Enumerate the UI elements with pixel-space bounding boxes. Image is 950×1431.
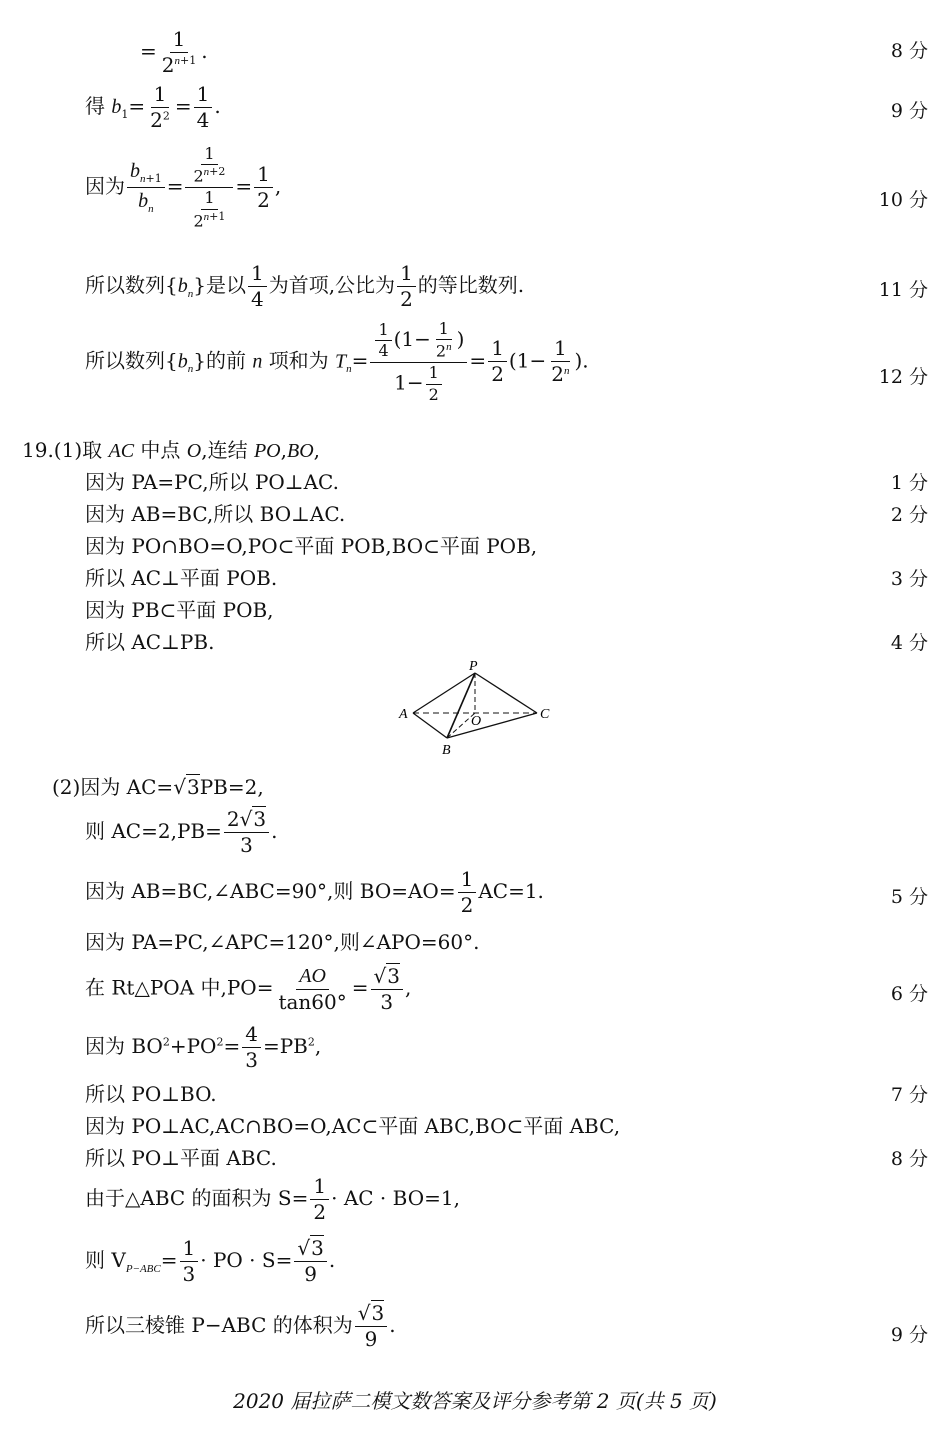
text-p2-6d: =PB [262, 1034, 308, 1058]
text-p2-5a: 在 Rt△POA 中,PO= [85, 975, 274, 1000]
q19-line-5: 所以 AC⊥平面 POB. [85, 566, 278, 590]
part2-line-1: (2)因为 AC=√3PB=2, [52, 775, 264, 799]
text-p2-10a: 由于△ABC 的面积为 S= [85, 1186, 309, 1210]
q19-line-2: 因为 PA=PC,所以 PO⊥AC. [85, 470, 339, 494]
score-label: 8 分 [890, 40, 928, 62]
text-lianjie: ,连结 [201, 438, 248, 462]
part2-line-10: 由于△ABC 的面积为 S= $\frac{1}{2}$ · AC · BO=1, [85, 1174, 460, 1224]
part2-line-5: 在 Rt△POA 中,PO= $\frac{AO}{\tan 60^\circ}$ = $\frac{√3}{3}$ , [85, 963, 412, 1014]
text-xianghe: 项和为 [268, 348, 329, 373]
equation-line-1: = $\frac{1}{2^{n+1}}$ . [140, 27, 208, 77]
score-label: 9 分 [890, 1324, 928, 1346]
vertex-label-b: B [442, 743, 451, 758]
score-label: 10 分 [878, 189, 928, 211]
text-shouxiang: 为首项,公比为 [268, 273, 396, 297]
text-zhongdian: 中点 [140, 438, 181, 462]
text-p2-11b: · PO · S= [200, 1248, 293, 1272]
part2-line-4: 因为 PA=PC,∠APC=120°,则∠APO=60°. [85, 930, 480, 954]
part2-line-2: 则 AC=2,PB= $\frac{2√3}{3}$ . [85, 807, 278, 857]
q19-line-7: 所以 AC⊥PB. [85, 630, 215, 654]
part2-line-9: 所以 PO⊥平面 ABC. [85, 1146, 277, 1170]
score-label: 1 分 [890, 472, 928, 494]
equation-line-4: 所以数列$\{b_n\}$是以 $\frac{1}{4}$ 为首项,公比为 $\frac{1}{2}$ 的等比数列. [85, 261, 525, 311]
equation-line-5: 所以数列$\{b_n\}$的前 n 项和为 $T_n=$ $\frac{1}{4}$ (1− $\frac{1}{2^n}$ ) 1− $\frac{1}{2}$ = $\frac{1}{2}$ (1− $\frac{1}{2^n}$ ). [85, 319, 589, 404]
text-de: 得 [85, 94, 105, 118]
vertex-label-p: P [469, 659, 478, 674]
text-p2-1b: PB=2, [199, 775, 264, 799]
text-p2-10b: · AC · BO=1, [331, 1186, 460, 1210]
text-p2-3a: 因为 AB=BC,∠ABC=90°,则 BO=AO= [85, 879, 456, 903]
text-p2-11a: 则 V [85, 1248, 126, 1272]
text-p2-6c: = [223, 1034, 241, 1058]
score-label: 6 分 [890, 983, 928, 1005]
text-p2-1a: (2)因为 AC= [52, 775, 174, 799]
score-label: 4 分 [890, 632, 928, 654]
text-p2-6b: +PO [169, 1034, 217, 1058]
score-label: 9 分 [890, 100, 928, 122]
text-yinwei: 因为 [85, 174, 125, 199]
score-label: 5 分 [890, 886, 928, 908]
part2-line-12: 所以三棱锥 P−ABC 的体积为 $\frac{√3}{9}$ . [85, 1301, 396, 1351]
text-shiyi: 是以 [205, 273, 246, 297]
text-qian: 的前 [205, 348, 246, 373]
equation-line-3: 因为 $\frac{b_{n+1}}{b_n}$ = $\frac{\frac{1}{2^{n+2}}}{\frac{1}{2^{n+1}}}$ = $\frac{1}{2}$ , [85, 144, 282, 230]
score-label: 2 分 [890, 504, 928, 526]
text-suoyi: 所以数列 [85, 273, 165, 297]
part2-line-7: 所以 PO⊥BO. [85, 1082, 217, 1106]
text-dengbi: 的等比数列. [417, 273, 525, 297]
q19-line-3: 因为 AB=BC,所以 BO⊥AC. [85, 502, 346, 526]
text-suoyi: 所以数列 [85, 348, 165, 373]
q19-line-6: 因为 PB⊂平面 POB, [85, 598, 274, 622]
part2-line-11: 则 $V_{P-ABC}=$ $\frac{1}{3}$ · PO · S= $\frac{√3}{9}$ . [85, 1236, 336, 1286]
text-p2-2: 则 AC=2,PB= [85, 819, 222, 843]
score-label: 12 分 [878, 366, 928, 388]
score-label: 8 分 [890, 1148, 928, 1170]
text-p2-6a: 因为 BO [85, 1034, 163, 1058]
equation-line-2: 得 $b_1=$ $\frac{1}{2^2}$ = $\frac{1}{4}$ . [85, 82, 221, 132]
vertex-label-a: A [399, 707, 408, 722]
page-footer: 2020 届拉萨二模文数答案及评分参考第 2 页(共 5 页) [233, 1389, 717, 1413]
pyramid-figure [395, 658, 555, 758]
q19-line-4: 因为 PO∩BO=O,PO⊂平面 POB,BO⊂平面 POB, [85, 534, 538, 558]
part2-line-3: 因为 AB=BC,∠ABC=90°,则 BO=AO= $\frac{1}{2}$ AC=1. [85, 867, 544, 917]
vertex-label-o: O [471, 714, 482, 729]
part2-line-8: 因为 PO⊥AC,AC∩BO=O,AC⊂平面 ABC,BO⊂平面 ABC, [85, 1114, 621, 1138]
vertex-label-c: C [540, 707, 550, 722]
q19-line-1: 19.(1)取 AC 中点 O,连结 PO,BO, [22, 438, 321, 462]
text-q19: 19.(1)取 [22, 438, 103, 462]
score-label: 3 分 [890, 568, 928, 590]
part2-line-6: 因为 $BO^2+PO^2=$ $\frac{4}{3}$ $=PB^2$, [85, 1022, 322, 1072]
score-label: 7 分 [890, 1084, 928, 1106]
score-label: 11 分 [878, 279, 928, 301]
text-p2-3b: AC=1. [478, 879, 544, 903]
text-p2-11sub: P−ABC [125, 1263, 161, 1275]
text-p2-12: 所以三棱锥 P−ABC 的体积为 [85, 1313, 353, 1337]
